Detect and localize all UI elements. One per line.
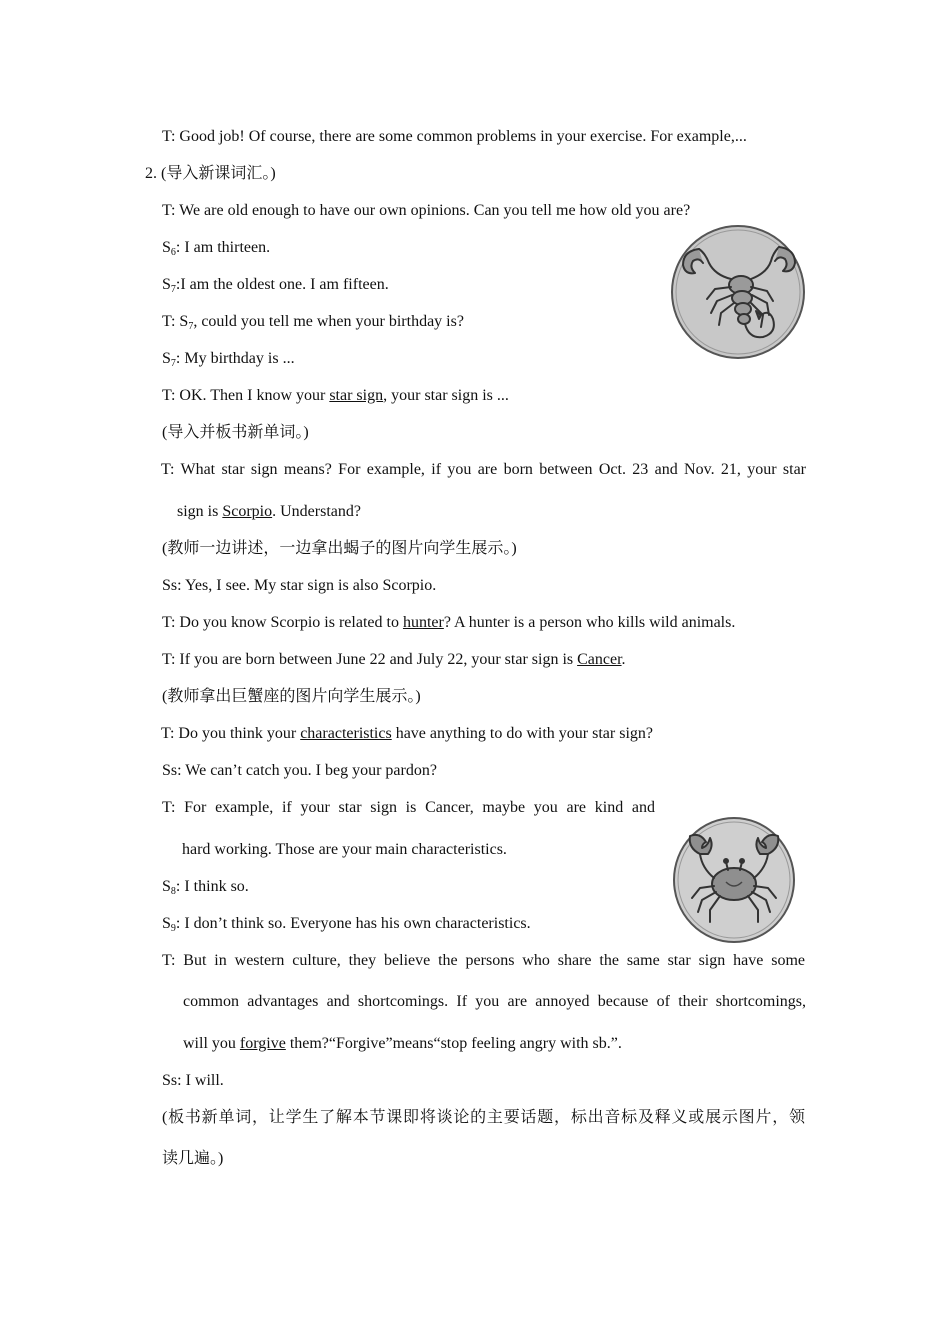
section-heading: 2. (导入新课词汇。) <box>145 165 276 182</box>
text-line: T: Do you think your characteristics have anything to do with your star sign? <box>161 725 653 742</box>
text-line: $S_7:I$ am the oldest one. I am fifteen. <box>162 276 389 295</box>
text-line: T: What star sign means? For example, if you are born between Oct. 23 and Nov. 21, your star <box>161 461 806 478</box>
text-line: common advantages and shortcomings. If you are annoyed because of their shortcomings, <box>183 993 806 1010</box>
text-line: T: But in western culture, they believe the persons who share the same star sign have some <box>162 952 805 969</box>
teacher-note: (板书新单词，让学生了解本节课即将谈论的主要话题，标出音标及释义或展示图片，领 <box>162 1109 805 1126</box>
text-line: T: $S_7$, could you tell me when your birthday is? <box>162 313 464 332</box>
vocab-word: star sign <box>329 387 384 404</box>
teacher-note: (教师一边讲述，一边拿出蝎子的图片向学生展示。) <box>162 540 517 557</box>
text-line: will you forgive them?“Forgive”means“stop feeling angry with sb.”. <box>183 1035 622 1052</box>
text-line: Ss: Yes, I see. My star sign is also Scorpio. <box>162 577 437 594</box>
text-line: hard working. Those are your main characteristics. <box>182 841 507 858</box>
text-line: T: OK. Then I know your star sign, your star sign is ... <box>162 387 509 404</box>
vocab-word: characteristics <box>300 725 392 742</box>
cancer-sign-icon <box>672 816 796 944</box>
teacher-note: (导入并板书新单词。) <box>162 424 309 441</box>
text-line: T: Do you know Scorpio is related to hunter? A hunter is a person who kills wild animals. <box>162 614 736 631</box>
vocab-word: forgive <box>239 1035 286 1052</box>
vocab-word: Scorpio <box>222 503 273 520</box>
text-line: $S_7$: My birthday is ... <box>162 350 295 369</box>
text-line: T: If you are born between June 22 and July 22, your star sign is Cancer. <box>162 651 626 668</box>
vocab-word: hunter <box>402 614 444 631</box>
scorpio-sign-icon <box>669 223 807 361</box>
vocab-word: Cancer <box>577 651 622 668</box>
text-line: $S_8$: I think so. <box>162 878 249 897</box>
text-line: sign is Scorpio. Understand? <box>177 503 361 520</box>
text-line: Ss: We can’t catch you. I beg your pardon? <box>162 762 437 779</box>
text-line: T: For example, if your star sign is Cancer, maybe you are kind and <box>162 799 655 816</box>
text-line: $S_6$: I am thirteen. <box>162 239 271 258</box>
teacher-note: (教师拿出巨蟹座的图片向学生展示。) <box>162 688 421 705</box>
text-line: $S_9$: I don’t think so. Everyone has his own characteristics. <box>162 915 531 934</box>
text-line: T: Good job! Of course, there are some common problems in your exercise. For example,... <box>162 128 747 145</box>
teacher-note: 读几遍。) <box>162 1150 224 1167</box>
text-line: Ss: I will. <box>162 1072 224 1089</box>
text-line: T: We are old enough to have our own opinions. Can you tell me how old you are? <box>162 202 691 219</box>
